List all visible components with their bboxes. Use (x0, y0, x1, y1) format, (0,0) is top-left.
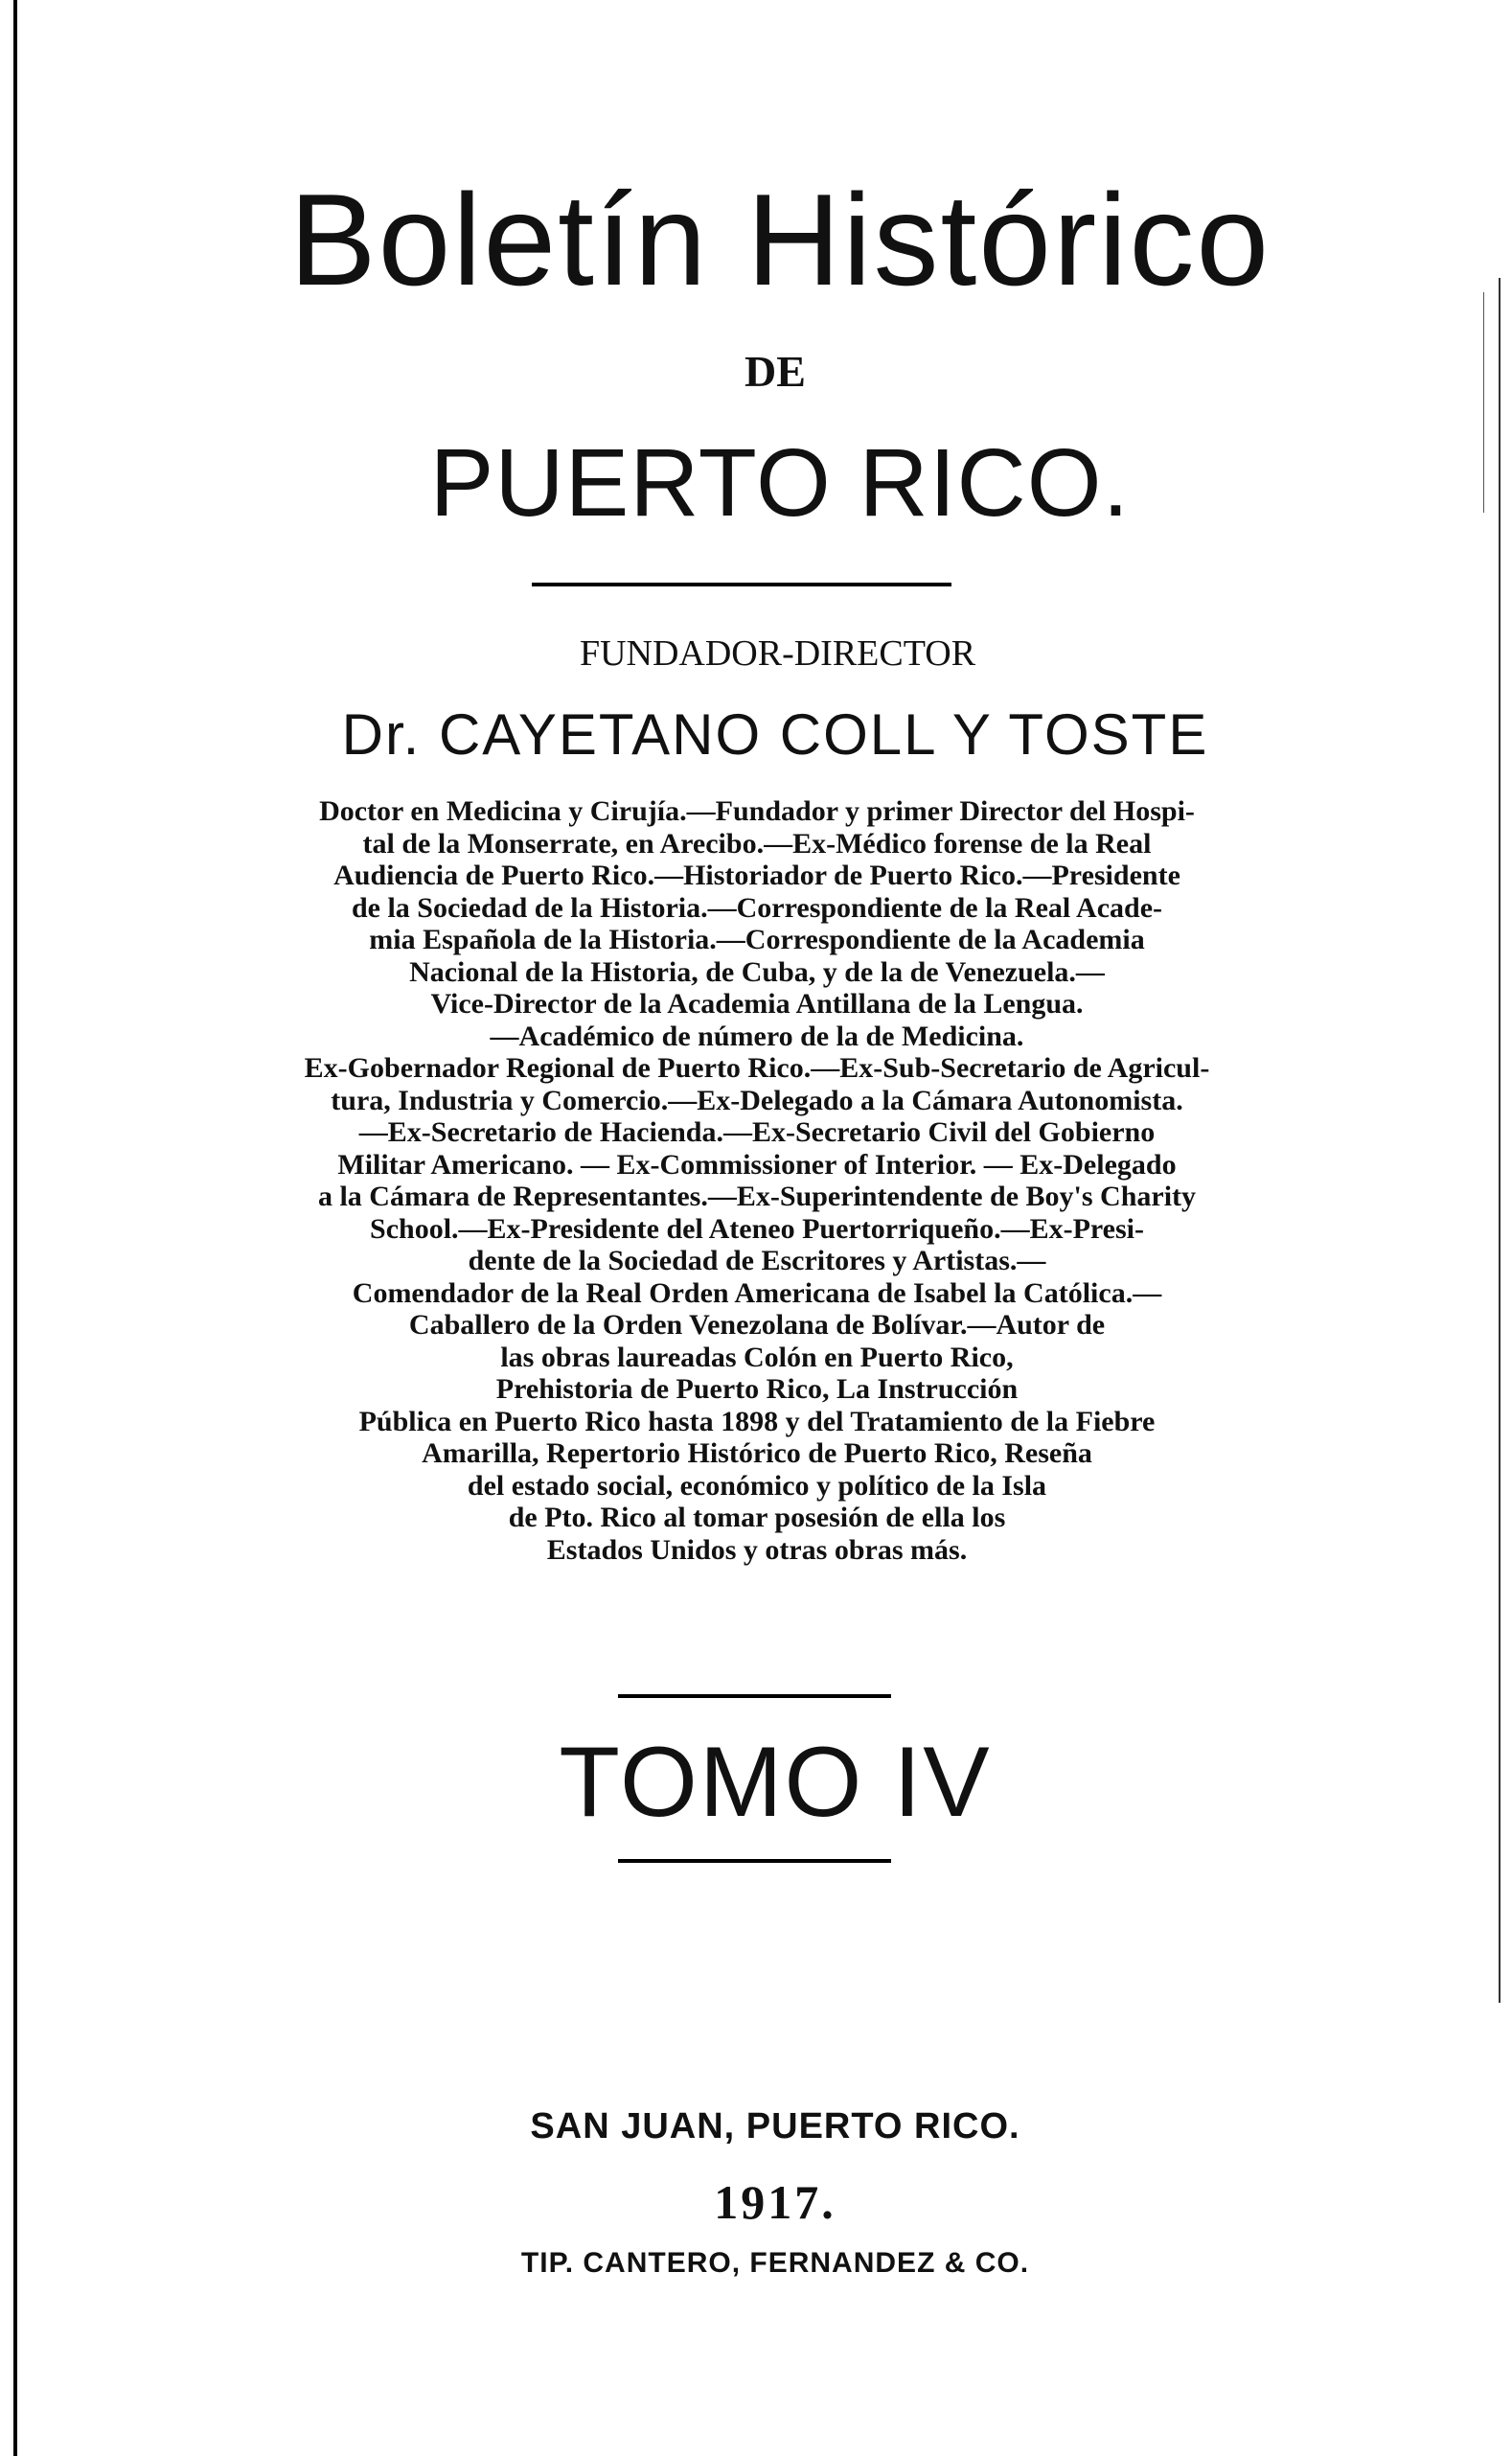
credentials-line: de Pto. Rico al tomar posesión de ella los (508, 1502, 1006, 1533)
printer-name: TIP. CANTERO, FERNANDEZ & CO. (520, 2247, 1030, 2279)
credentials-line: —Ex-Secretario de Hacienda.—Ex-Secretario Civil del Gobierno (358, 1116, 1156, 1148)
credentials-line: Comendador de la Real Orden Americana de Isabel la Católica.— (352, 1276, 1162, 1309)
author-name: Dr. CAYETANO COLL Y TOSTE (341, 702, 1209, 767)
credentials-line: Vice-Director de la Academia Antillana de la Lengua. (430, 988, 1084, 1020)
credentials-line: Amarilla, Repertorio Histórico de Puerto Rico, Reseña (422, 1437, 1092, 1469)
credentials-line: Ex-Gobernador Regional de Puerto Rico.—Ex-Sub-Secretario de Agricul- (304, 1052, 1210, 1084)
imprint-year: 1917. (714, 2175, 836, 2229)
credentials-line: Prehistoria de Puerto Rico, La Instrucción (495, 1373, 1019, 1405)
credentials-line: School.—Ex-Presidente del Ateneo Puertorriqueño.—Ex-Presi- (370, 1212, 1144, 1245)
credentials-line: dente de la Sociedad de Escritores y Artistas.— (468, 1245, 1046, 1276)
journal-title-place: PUERTO RICO. (429, 429, 1131, 537)
credentials-line: de la Sociedad de la Historia.—Correspondiente de la Real Acade- (351, 891, 1163, 924)
divider-rule-top (532, 583, 951, 586)
journal-title: Boletín Histórico (288, 167, 1271, 312)
credentials-line: Caballero de la Orden Venezolana de Bolívar.—Autor de (408, 1309, 1106, 1341)
divider-rule-above-volume (618, 1694, 891, 1698)
credentials-line: mia Española de la Historia.—Correspondiente de la Academia (369, 924, 1145, 955)
credentials-line: del estado social, económico y político de la Isla (467, 1469, 1047, 1502)
volume-number: TOMO IV (559, 1727, 992, 1838)
credentials-line: tura, Industria y Comercio.—Ex-Delegado a la Cámara Autonomista. (331, 1084, 1183, 1116)
credentials-line: Pública en Puerto Rico hasta 1898 y del Tratamiento de la Fiebre (358, 1405, 1156, 1437)
credentials-line: Estados Unidos y otras obras más. (546, 1533, 968, 1566)
credentials-line: —Académico de número de la de Medicina. (490, 1020, 1024, 1052)
divider-rule-below-volume (618, 1859, 891, 1863)
credentials-line: Doctor en Medicina y Cirujía.—Fundador y primer Director del Hospi- (319, 795, 1195, 827)
founder-heading: FUNDADOR-DIRECTOR (579, 633, 976, 674)
credentials-line: Nacional de la Historia, de Cuba, y de la de Venezuela.— (409, 955, 1105, 988)
credentials-line: las obras laureadas Colón en Puerto Rico, (500, 1341, 1014, 1373)
journal-title-de: DE (745, 347, 806, 396)
credentials-line: tal de la Monserrate, en Arecibo.—Ex-Médico forense de la Real (362, 827, 1152, 860)
credentials-line: a la Cámara de Representantes.—Ex-Superintendente de Boy's Charity (317, 1181, 1197, 1212)
credentials-line: Militar Americano. — Ex-Commissioner of Interior. — Ex-Delegado (337, 1148, 1177, 1181)
credentials-line: Audiencia de Puerto Rico.—Historiador de Puerto Rico.—Presidente (333, 860, 1180, 891)
author-credentials (163, 795, 1351, 1566)
imprint-place: SAN JUAN, PUERTO RICO. (530, 2106, 1020, 2146)
